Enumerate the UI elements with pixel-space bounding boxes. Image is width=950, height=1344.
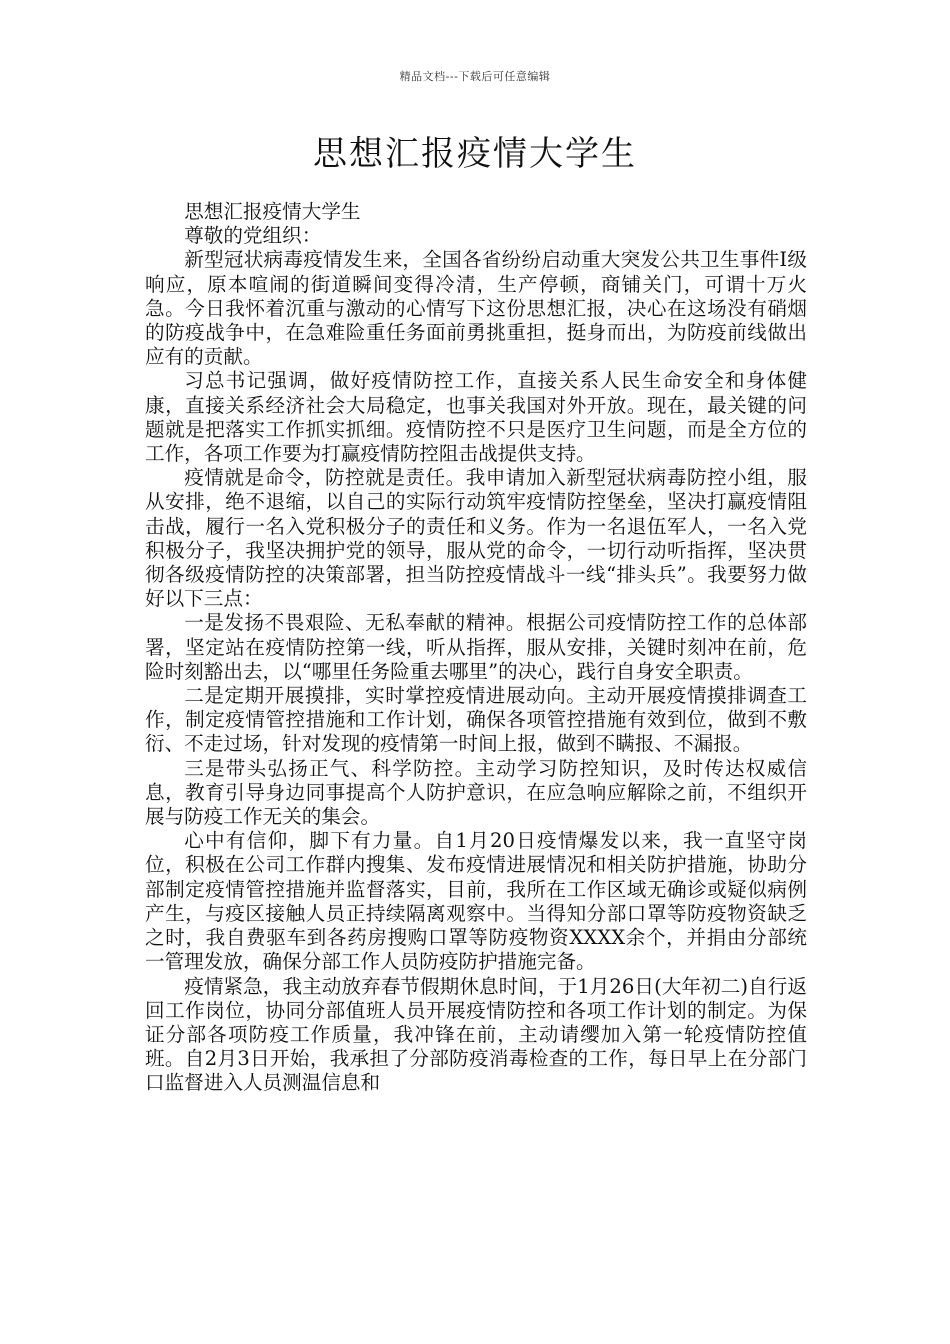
paragraph-point-one: 一是发扬不畏艰险、无私奉献的精神。根据公司疫情防控工作的总体部署，坚定站在疫情防控第一线，听从指挥，服从安排，关键时刻冲在前，危险时刻豁出去，以“哪里任务险重去哪里”的决心，践行自身安全职责。 [145,611,807,683]
salutation: 尊敬的党组织： [184,224,322,248]
document-title: 思想汇报疫情大学生 [313,134,637,174]
subtitle-line: 思想汇报疫情大学生 [184,200,361,223]
paragraph-actions: 心中有信仰，脚下有力量。自1月20日疫情爆发以来，我一直坚守岗位，积极在公司工作群内搜集、发布疫情进展情况和相关防护措施，协助分部制定疫情管控措施并监督落实，目前，我所在工作区域无确诊或疑似病例产生，与疫区接触人员正持续隔离观察中。当得知分部口罩等防疫物资缺乏之时，我自费驱车到各药房搜购口罩等防疫物资XXXX余个，并捐由分部统一管理发放，确保分部工作人员防疫防护措施完备。 [145,829,807,974]
paragraph-point-two: 二是定期开展摸排，实时掌控疫情进展动向。主动开展疫情摸排调查工作，制定疫情管控措施和工作计划，确保各项管控措施有效到位，做到不敷衍、不走过场，针对发现的疫情第一时间上报，做到不瞒报、不漏报。 [145,684,807,756]
document-body [145,200,807,1096]
paragraph-duty: 疫情紧急，我主动放弃春节假期休息时间，于1月26日(大年初二)自行返回工作岗位，协同分部值班人员开展疫情防控和各项工作计划的制定。为保证分部各项防疫工作质量，我冲锋在前，主动请缨加入第一轮疫情防控值班。自2月3日开始，我承担了分部防疫消毒检查的工作，每日早上在分部门口监督进入人员测温信息和 [145,974,807,1095]
paragraph-point-three: 三是带头弘扬正气、科学防控。主动学习防控知识，及时传达权威信息，教育引导身边同事提高个人防护意识，在应急响应解除之前，不组织开展与防疫工作无关的集会。 [145,756,807,829]
paragraph-instruction: 习总书记强调，做好疫情防控工作，直接关系人民生命安全和身体健康，直接关系经济社会大局稳定，也事关我国对外开放。现在，最关键的问题就是把落实工作抓实抓细。疫情防控不只是医疗卫生问题，而是全方位的工作，各项工作要为打赢疫情防控阻击战提供支持。 [145,369,807,466]
paragraph-intro: 新型冠状病毒疫情发生来，全国各省纷纷启动重大突发公共卫生事件Ⅰ级响应，原本喧闹的街道瞬间变得冷清，生产停顿，商铺关门，可谓十万火急。今日我怀着沉重与激动的心情写下这份思想汇报，决心在这场没有硝烟的防疫战争中，在急难险重任务面前勇挑重担，挺身而出，为防疫前线做出应有的贡献。 [145,248,807,369]
paragraph-commitment: 疫情就是命令，防控就是责任。我申请加入新型冠状病毒防控小组，服从安排，绝不退缩，以自己的实际行动筑牢疫情防控堡垒，坚决打赢疫情阻击战，履行一名入党积极分子的责任和义务。作为一名退伍军人，一名入党积极分子，我坚决拥护党的领导，服从党的命令，一切行动听指挥，坚决贯彻各级疫情防控的决策部署，担当防控疫情战斗一线“排头兵”。我要努力做好以下三点： [145,466,807,611]
page-header-note: 精品文档---下载后可任意编辑 [399,70,551,83]
